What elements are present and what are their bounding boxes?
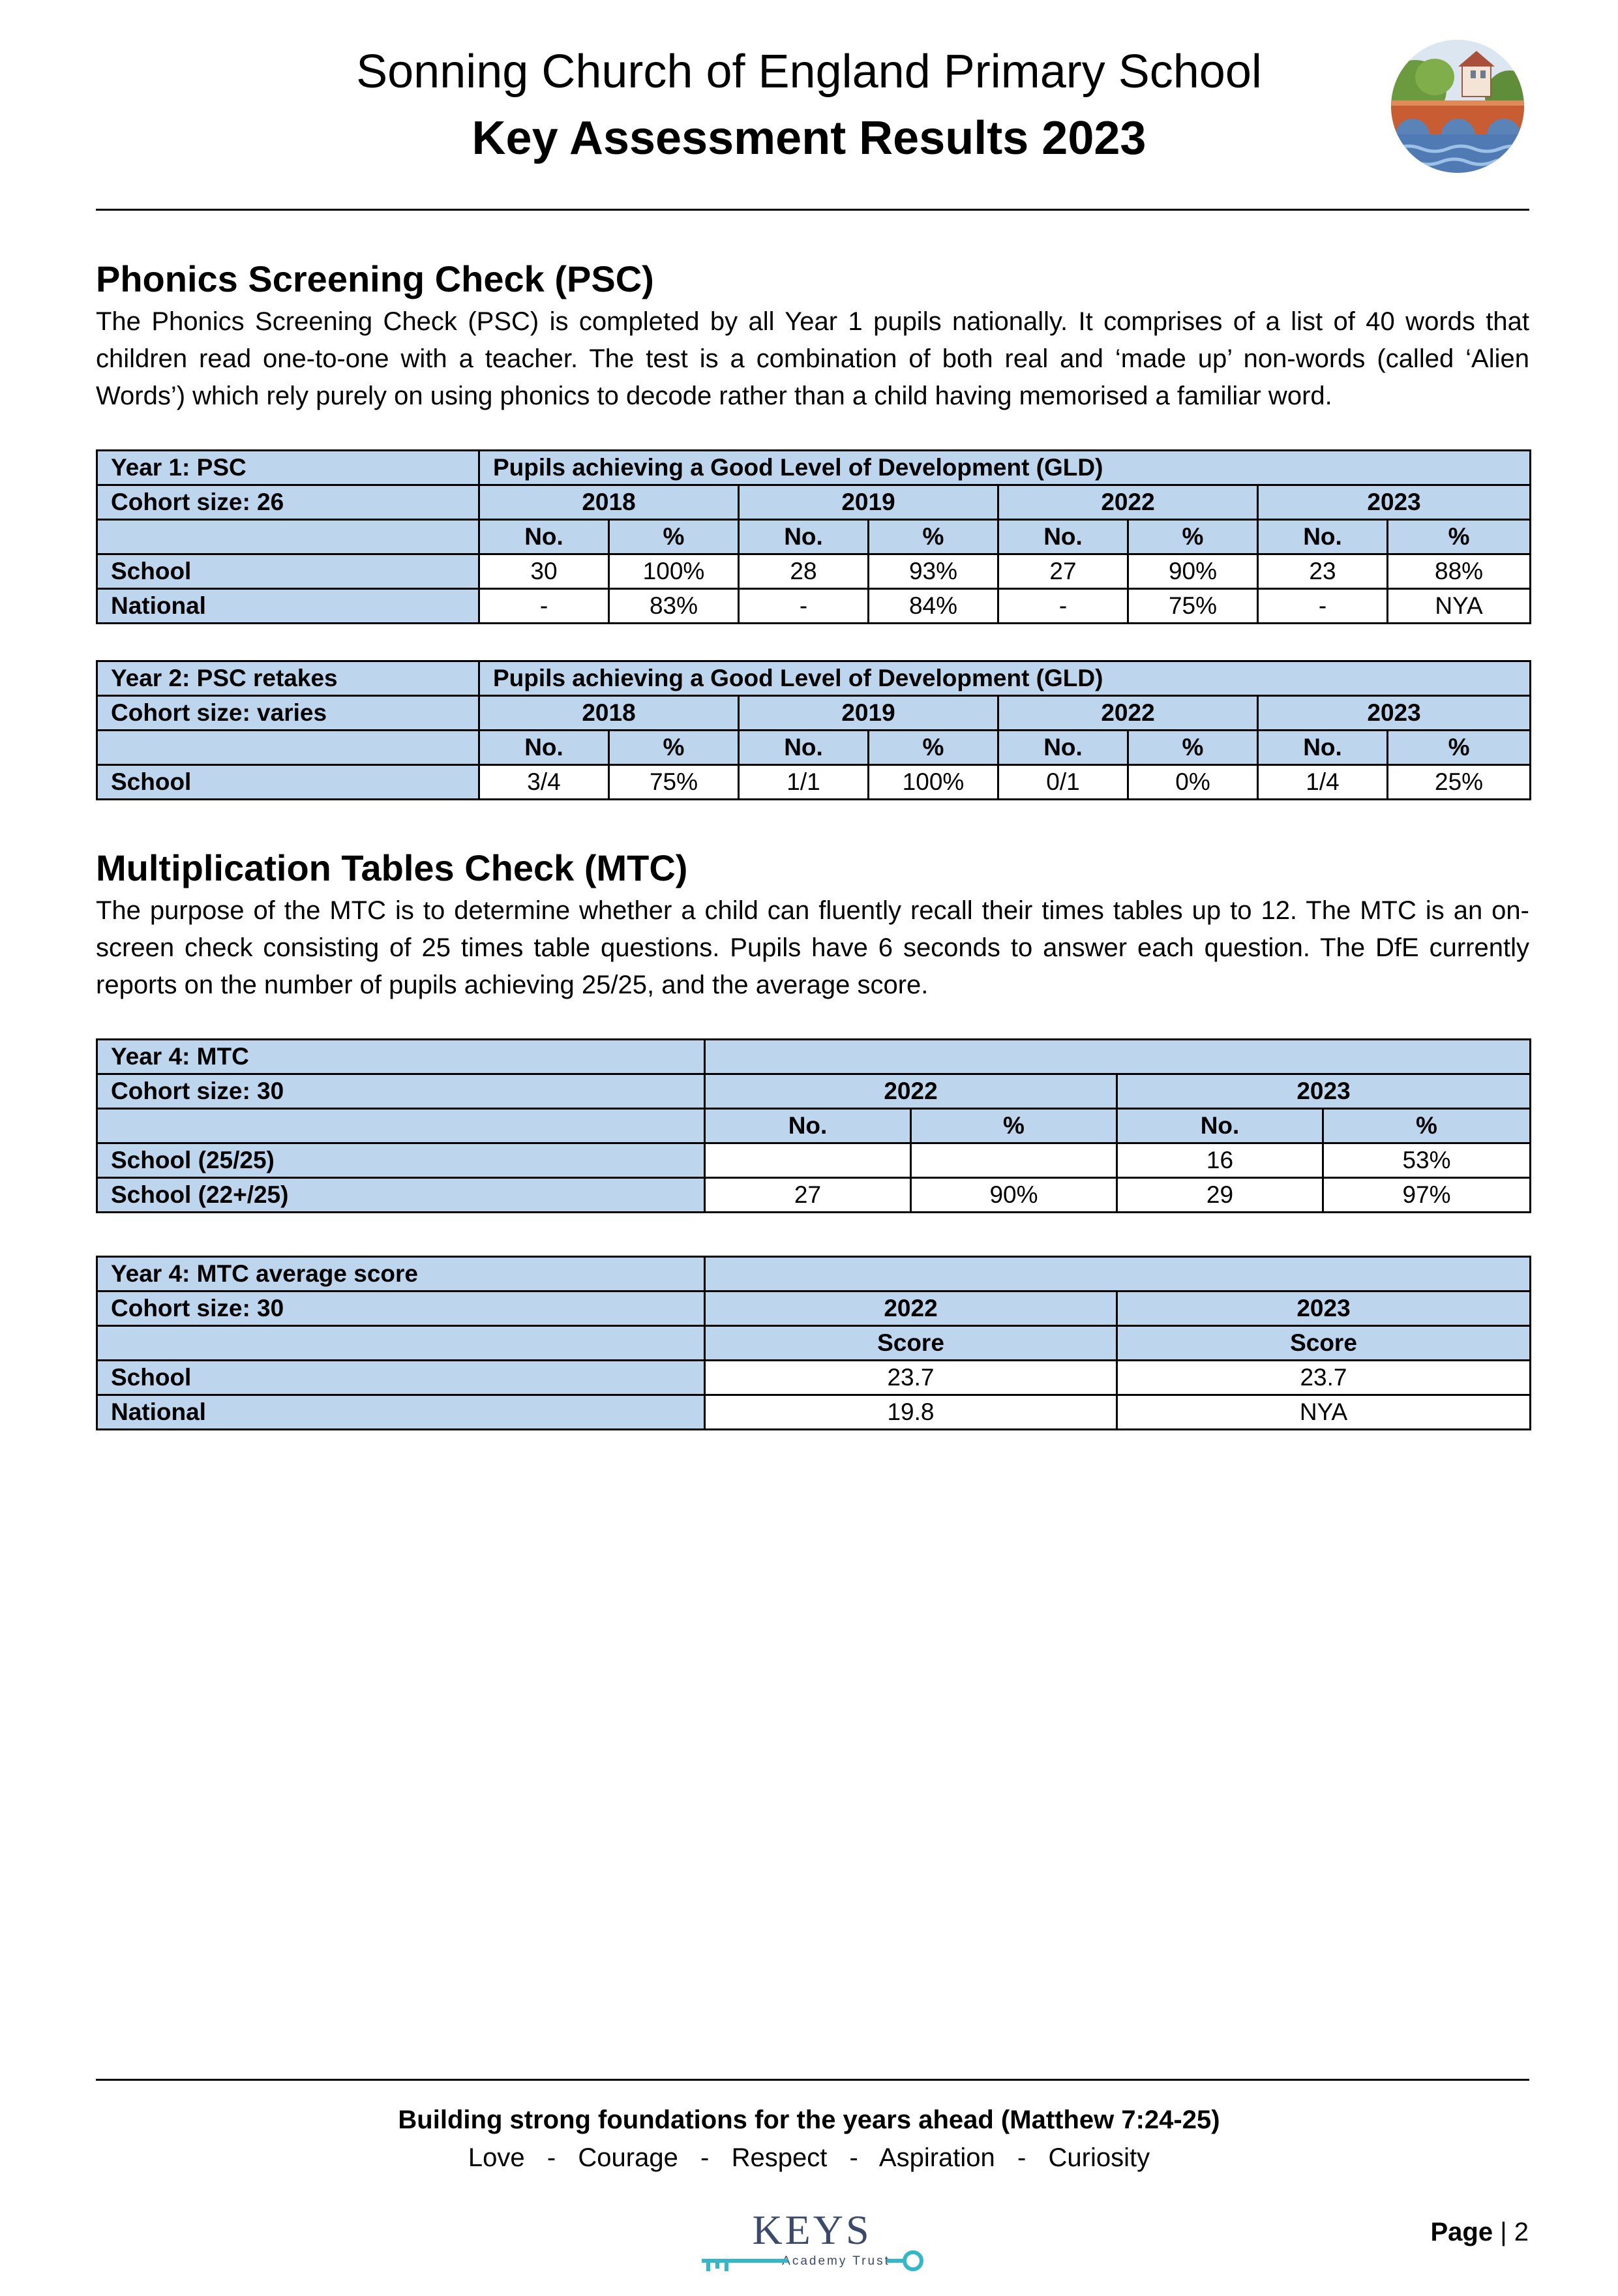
data-cell: 3/4 [479, 765, 609, 800]
data-cell [911, 1143, 1117, 1178]
document-title: Key Assessment Results 2023 [472, 112, 1146, 164]
psc-year1-table [96, 449, 1531, 624]
empty-header-cell [705, 1257, 1531, 1292]
cohort-size: Cohort size: 30 [97, 1292, 705, 1326]
mtc-heading: Multiplication Tables Check (MTC) [96, 847, 688, 888]
row-label: School (25/25) [97, 1143, 705, 1178]
data-cell: 100% [869, 765, 998, 800]
table-row [97, 554, 1531, 589]
table-row [97, 765, 1531, 800]
data-cell: 97% [1323, 1178, 1531, 1213]
data-cell: - [998, 589, 1128, 624]
year-header: 2023 [1258, 696, 1531, 731]
subheader-cell: % [869, 520, 998, 554]
subheader-cell: % [869, 731, 998, 765]
psc-description: The Phonics Screening Check (PSC) is completed by all Year 1 pupils nationally. It comprises of a list of 40 words that children read one-to-one with a teacher. The test is a combination of both real and ‘made up’ non-words (called ‘Alien Words’) which rely purely on using phonics to decode rather than a child having memorised a familiar word. [96, 307, 1529, 410]
subheader-cell: Score [1117, 1326, 1531, 1361]
data-cell: - [1258, 589, 1388, 624]
data-cell: 23.7 [705, 1361, 1117, 1395]
data-cell: 100% [609, 554, 739, 589]
header-divider [96, 209, 1529, 211]
subheader-cell: % [1388, 731, 1531, 765]
page-separator: | [1500, 2218, 1514, 2246]
table-title: Year 4: MTC average score [97, 1257, 705, 1292]
data-cell: 27 [705, 1178, 911, 1213]
year-header: 2019 [739, 696, 998, 731]
subheader-cell: No. [1258, 731, 1388, 765]
subheader-cell: No. [479, 520, 609, 554]
psc-heading: Phonics Screening Check (PSC) [96, 258, 654, 299]
keys-trust-logo [698, 2203, 926, 2282]
year-header: 2022 [998, 485, 1258, 520]
subheader-cell: % [1128, 731, 1258, 765]
year-header: 2018 [479, 485, 739, 520]
row-label: School [97, 765, 479, 800]
data-cell: 29 [1117, 1178, 1323, 1213]
footer-motto: Building strong foundations for the years ahead (Matthew 7:24-25) [398, 2106, 1220, 2134]
row-label: National [97, 589, 479, 624]
data-cell: 23 [1258, 554, 1388, 589]
data-cell: NYA [1388, 589, 1531, 624]
subheader-cell: No. [998, 731, 1128, 765]
row-label: School [97, 1361, 705, 1395]
data-cell: 28 [739, 554, 869, 589]
subheader-cell: No. [739, 520, 869, 554]
table-row [97, 1395, 1531, 1430]
data-cell: 16 [1117, 1143, 1323, 1178]
cohort-size: Cohort size: 30 [97, 1074, 705, 1109]
table-row [97, 589, 1531, 624]
data-cell: 25% [1388, 765, 1531, 800]
trust-name: KEYS [752, 2207, 872, 2253]
data-cell: 23.7 [1117, 1361, 1531, 1395]
subheader-cell: No. [1117, 1109, 1323, 1143]
data-cell: 19.8 [705, 1395, 1117, 1430]
data-cell: 1/4 [1258, 765, 1388, 800]
school-name: Sonning Church of England Primary School [356, 46, 1262, 98]
year-header: 2019 [739, 485, 998, 520]
row-label: School (22+/25) [97, 1178, 705, 1213]
footer-values: Love - Courage - Respect - Aspiration - Curiosity [468, 2143, 1150, 2172]
year-header: 2023 [1258, 485, 1531, 520]
row-label: School [97, 554, 479, 589]
subheader-cell: No. [998, 520, 1128, 554]
data-cell: 27 [998, 554, 1128, 589]
empty-header-cell [705, 1040, 1531, 1074]
data-cell: 75% [609, 765, 739, 800]
table-title: Year 1: PSC [97, 451, 479, 485]
data-cell [705, 1143, 911, 1178]
year-header: 2022 [998, 696, 1258, 731]
subheader-cell: No. [1258, 520, 1388, 554]
data-cell: NYA [1117, 1395, 1531, 1430]
data-cell: 0% [1128, 765, 1258, 800]
table-title: Year 4: MTC [97, 1040, 705, 1074]
cohort-size: Cohort size: varies [97, 696, 479, 731]
row-label: National [97, 1395, 705, 1430]
subheader-cell: % [609, 731, 739, 765]
subheader-cell: No. [705, 1109, 911, 1143]
trust-subtitle: Academy Trust [782, 2254, 890, 2268]
data-cell: - [739, 589, 869, 624]
footer-divider [96, 2079, 1529, 2081]
year-header: 2023 [1117, 1292, 1531, 1326]
data-cell: 0/1 [998, 765, 1128, 800]
empty-label-cell [97, 520, 479, 554]
mtc-description: The purpose of the MTC is to determine whether a child can fluently recall their times tables up to 12. The MTC is an on-screen check consisting of 25 times table questions. Pupils have 6 seconds to answer each question. The DfE currently reports on the number of pupils achieving 25/25, and the average score. [96, 896, 1529, 999]
table-row [97, 1143, 1531, 1178]
year-header: 2022 [705, 1292, 1117, 1326]
subheader-cell: % [1128, 520, 1258, 554]
table-row [97, 1361, 1531, 1395]
table-row [97, 1178, 1531, 1213]
data-cell: - [479, 589, 609, 624]
mtc-table [96, 1038, 1531, 1213]
empty-label-cell [97, 1326, 705, 1361]
subheader-cell: % [1323, 1109, 1531, 1143]
page-number [1431, 2214, 1529, 2250]
subheader-cell: Score [705, 1326, 1117, 1361]
data-cell: 83% [609, 589, 739, 624]
page-number-value: 2 [1514, 2218, 1529, 2246]
data-cell: 90% [911, 1178, 1117, 1213]
data-cell: 30 [479, 554, 609, 589]
subheader-cell: No. [479, 731, 609, 765]
school-logo [1389, 38, 1526, 175]
data-cell: 84% [869, 589, 998, 624]
data-cell: 93% [869, 554, 998, 589]
cohort-size: Cohort size: 26 [97, 485, 479, 520]
mtc-average-table [96, 1256, 1531, 1430]
year-header: 2023 [1117, 1074, 1531, 1109]
data-cell: 75% [1128, 589, 1258, 624]
data-cell: 90% [1128, 554, 1258, 589]
empty-label-cell [97, 1109, 705, 1143]
table-title: Year 2: PSC retakes [97, 661, 479, 696]
subheader-cell: % [1388, 520, 1531, 554]
year-header: 2022 [705, 1074, 1117, 1109]
subheader-cell: No. [739, 731, 869, 765]
measure-header: Pupils achieving a Good Level of Development (GLD) [479, 661, 1531, 696]
measure-header: Pupils achieving a Good Level of Development (GLD) [479, 451, 1531, 485]
data-cell: 1/1 [739, 765, 869, 800]
psc-year2-table [96, 660, 1531, 800]
data-cell: 53% [1323, 1143, 1531, 1178]
page-label: Page [1430, 2218, 1493, 2246]
data-cell: 88% [1388, 554, 1531, 589]
subheader-cell: % [609, 520, 739, 554]
year-header: 2018 [479, 696, 739, 731]
empty-label-cell [97, 731, 479, 765]
subheader-cell: % [911, 1109, 1117, 1143]
